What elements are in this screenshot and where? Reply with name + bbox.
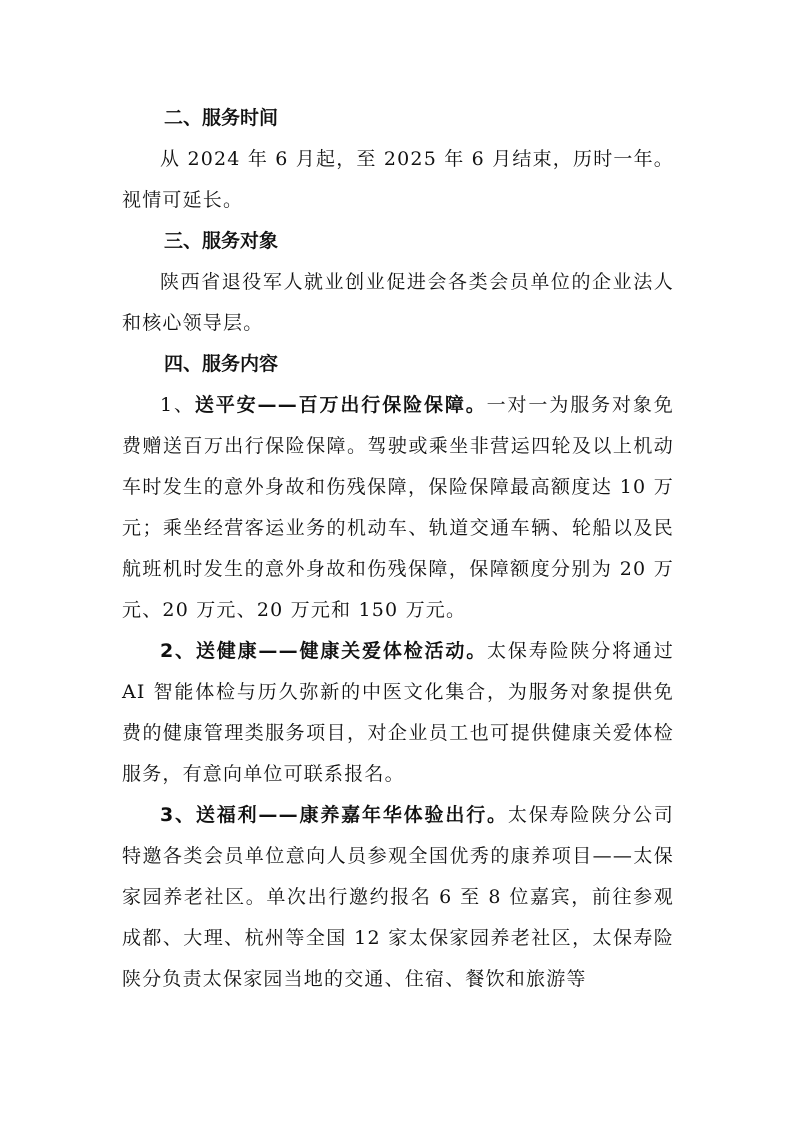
item-1-number: 1、 <box>160 394 195 416</box>
item-2-lead: 送健康——健康关爱体检活动。 <box>195 640 488 662</box>
paragraph-item-3 <box>122 795 674 1000</box>
item-3-text: 太保寿险陕分公司特邀各类会员单位意向人员参观全国优秀的康养项目——太保家园养老社区。单次出行邀约报名 6 至 8 位嘉宾，前往参观成都、大理、杭州等全国 12 家太保家园养老社区，太保寿险陕分负责太保家园当地的交通、住宿、餐饮和旅游等 <box>122 804 674 990</box>
heading-service-time: 二、服务时间 <box>164 107 279 129</box>
item-2-text: 太保寿险陕分将通过 AI 智能体检与历久弥新的中医文化集合，为服务对象提供免费的健康管理类服务项目，对企业员工也可提供健康关爱体检服务，有意向单位可联系报名。 <box>122 640 674 785</box>
paragraph-item-1 <box>122 385 674 631</box>
document-body <box>122 98 674 1000</box>
paragraph-item-2 <box>122 631 674 795</box>
item-2-number: 2、 <box>160 640 196 662</box>
heading-service-target: 三、服务对象 <box>164 230 279 252</box>
item-1-lead: 送平安——百万出行保险保障。 <box>194 394 487 416</box>
item-1-text: 一对一为服务对象免费赠送百万出行保险保障。驾驶或乘坐非营运四轮及以上机动车时发生的意外身故和伤残保障，保险保障最高额度达 10 万元；乘坐经营客运业务的机动车、轨道交通车辆、轮船以及民航班机时发生的意外身故和伤残保障，保障额度分别为 20 万元、20 万元、20 万元和 150 万元。 <box>122 394 674 621</box>
item-3-lead: 送福利——康养嘉年华体验出行。 <box>195 804 508 826</box>
heading-service-content: 四、服务内容 <box>164 353 279 375</box>
item-3-number: 3、 <box>160 804 196 826</box>
paragraph-service-time: 从 2024 年 6 月起，至 2025 年 6 月结束，历时一年。视情可延长。 <box>122 148 675 211</box>
paragraph-service-target: 陕西省退役军人就业创业促进会各类会员单位的企业法人和核心领导层。 <box>122 271 674 334</box>
